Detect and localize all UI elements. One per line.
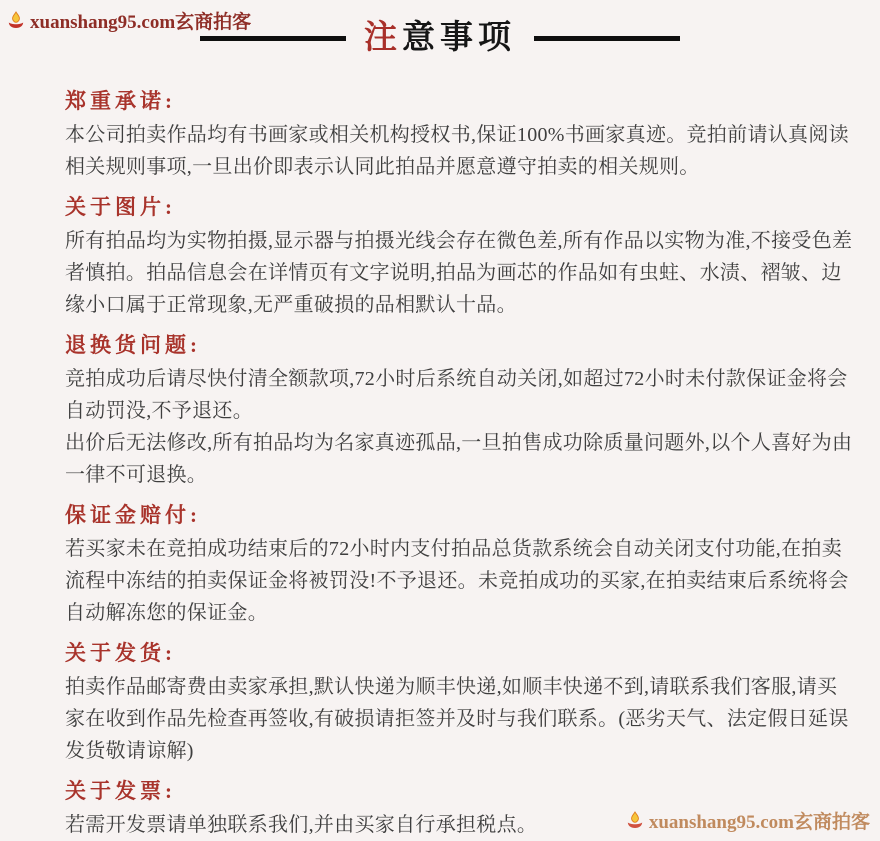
title-rule-left	[200, 36, 346, 41]
section-paragraph: 若买家未在竞拍成功结束后的72小时内支付拍品总货款系统会自动关闭支付功能,在拍卖流程中冻结的拍卖保证金将被罚没!不予退还。未竞拍成功的买家,在拍卖结束后系统将会自动解冻您的保证金。	[65, 538, 849, 624]
flame-icon	[625, 811, 645, 831]
title-accent-char: 注	[364, 20, 402, 56]
title-rest: 意事项	[402, 20, 516, 56]
site-logo-top	[6, 7, 251, 34]
section-paragraph: 若需开发票请单独联系我们,并由买家自行承担税点。	[65, 814, 538, 836]
section-heading-promise: 郑重承诺:	[65, 89, 176, 113]
section-heading-returns: 退换货问题:	[65, 333, 201, 357]
section-heading-pictures: 关于图片:	[65, 195, 176, 219]
flame-icon	[6, 11, 26, 31]
section-heading-shipping: 关于发货:	[65, 641, 176, 665]
section-paragraph: 竞拍成功后请尽快付清全额款项,72小时后系统自动关闭,如超过72小时未付款保证金将会自动罚没,不予退还。	[65, 368, 848, 422]
section-paragraph: 拍卖作品邮寄费由卖家承担,默认快递为顺丰快递,如顺丰快递不到,请联系我们客服,请买家在收到作品先检查再签收,有破损请拒签并及时与我们联系。(恶劣天气、法定假日延误发货敬请谅解)	[65, 676, 849, 762]
site-logo-bottom-text: xuanshang95.com玄商拍客	[648, 812, 870, 833]
page-title	[364, 22, 516, 55]
section-heading-deposit: 保证金赔付:	[65, 503, 201, 527]
section-paragraph: 出价后无法修改,所有拍品均为名家真迹孤品,一旦拍售成功除质量问题外,以个人喜好为由一律不可退换。	[65, 432, 853, 486]
section-paragraph: 本公司拍卖作品均有书画家或相关机构授权书,保证100%书画家真迹。竞拍前请认真阅读相关规则事项,一旦出价即表示认同此拍品并愿意遵守拍卖的相关规则。	[65, 124, 849, 178]
section-heading-invoice: 关于发票:	[65, 779, 176, 803]
notice-content	[65, 89, 855, 841]
title-rule-right	[534, 36, 680, 41]
site-logo-top-text: xuanshang95.com玄商拍客	[30, 12, 252, 33]
site-logo-bottom	[625, 807, 870, 834]
section-paragraph: 所有拍品均为实物拍摄,显示器与拍摄光线会存在微色差,所有作品以实物为准,不接受色差者慎拍。拍品信息会在详情页有文字说明,拍品为画芯的作品如有虫蛀、水渍、褶皱、边缘小口属于正常现象,无严重破损的品相默认十品。	[65, 230, 853, 316]
